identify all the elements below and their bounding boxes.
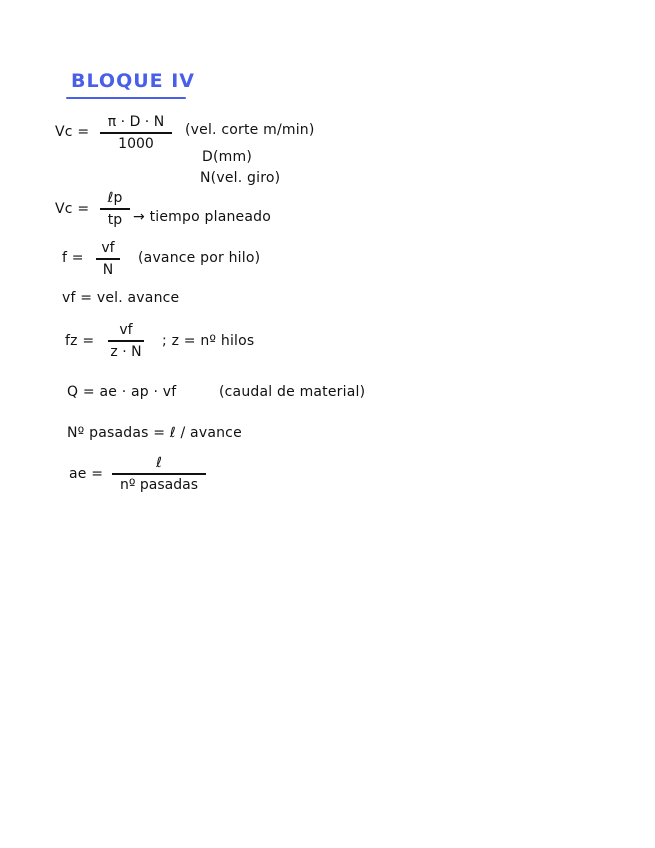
- npasadas-formula: Nº pasadas = ℓ / avance: [67, 425, 242, 441]
- vc-note: (vel. corte m/min): [185, 122, 315, 138]
- f-fraction: [96, 240, 120, 278]
- vc-numerator: π · D · N: [107, 114, 165, 130]
- f-numerator: vf: [101, 240, 115, 256]
- f-lhs: f =: [62, 250, 84, 266]
- ae-lhs: ae =: [69, 466, 104, 482]
- fraction-bar: [108, 340, 144, 342]
- vc-n-note: N(vel. giro): [200, 170, 281, 186]
- vc-fraction: [100, 114, 172, 152]
- vc-denominator: 1000: [118, 135, 154, 152]
- fraction-bar: [100, 132, 172, 134]
- vc-lhs: Vc =: [55, 124, 90, 140]
- vc2-lhs: Vc =: [55, 201, 90, 217]
- ae-fraction: [112, 455, 206, 493]
- ae-numerator: ℓ: [156, 455, 162, 471]
- fraction-bar: [96, 258, 120, 260]
- ae-denominator: nº pasadas: [119, 476, 199, 493]
- fz-lhs: fz =: [65, 333, 95, 349]
- vf-definition: vf = vel. avance: [62, 290, 180, 306]
- page-title: BLOQUE IV: [71, 70, 196, 92]
- vc-d-note: D(mm): [202, 149, 252, 165]
- q-note: (caudal de material): [219, 384, 366, 400]
- vc2-denominator: tp: [107, 211, 123, 228]
- fraction-bar: [100, 208, 130, 210]
- f-denominator: N: [102, 261, 114, 278]
- vc2-note: → tiempo planeado: [133, 209, 271, 225]
- vc2-fraction: [100, 190, 130, 228]
- q-formula: Q = ae · ap · vf: [67, 384, 177, 400]
- fz-denominator: z · N: [110, 343, 142, 360]
- vc2-numerator: ℓp: [107, 190, 123, 206]
- title-underline: [66, 97, 186, 99]
- fz-numerator: vf: [119, 322, 133, 338]
- f-note: (avance por hilo): [138, 250, 261, 266]
- fz-note: ; z = nº hilos: [162, 333, 255, 349]
- fz-fraction: [108, 322, 144, 360]
- fraction-bar: [112, 473, 206, 475]
